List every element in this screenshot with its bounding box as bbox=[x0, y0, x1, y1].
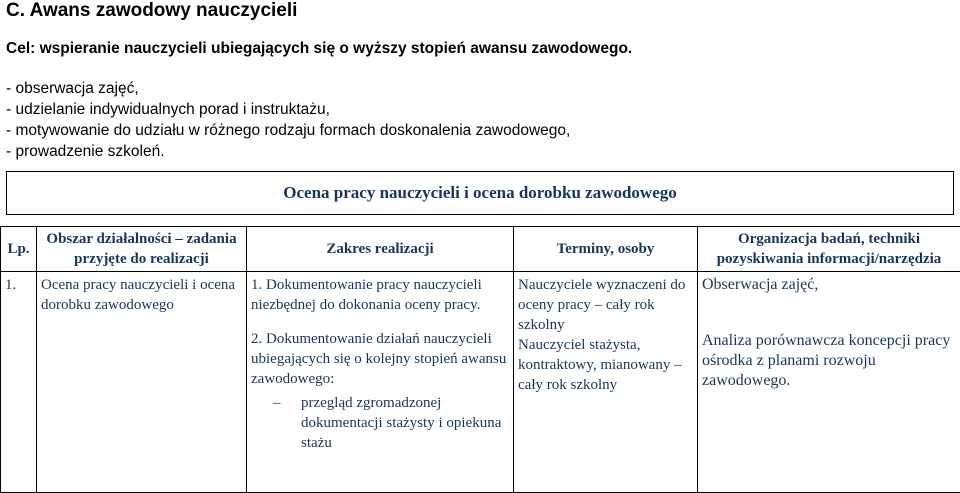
list-item: - prowadzenie szkoleń. bbox=[6, 141, 570, 162]
terms-item-1: Nauczyciele wyznaczeni do oceny pracy – cały rok szkolny bbox=[518, 275, 693, 335]
cell-scope bbox=[247, 272, 514, 493]
header-terms: Terminy, osoby bbox=[514, 227, 698, 272]
table-caption: Ocena pracy nauczycieli i ocena dorobku zawodowego bbox=[283, 183, 677, 203]
scope-subitem-text: przegląd zgromadzonej dokumentacji stażysty i opiekuna stażu bbox=[301, 395, 501, 451]
org-item-2: Analiza porównawcza koncepcji pracy ośrodka z planami rozwoju zawodowego. bbox=[702, 331, 956, 391]
scope-item-1: 1. Dokumentowanie pracy nauczycieli niezbędnej do dokonania oceny pracy. bbox=[251, 275, 509, 315]
terms-item-2: Nauczyciel stażysta, kontraktowy, mianowany – cały rok szkolny bbox=[518, 335, 693, 395]
org-item-1: Obserwacja zajęć, bbox=[702, 275, 956, 295]
cell-org bbox=[698, 272, 960, 493]
table-header-row bbox=[1, 227, 960, 272]
table-row bbox=[1, 272, 960, 493]
list-item: - motywowanie do udziału w różnego rodzaju formach doskonalenia zawodowego, bbox=[6, 120, 570, 141]
activity-list bbox=[6, 78, 570, 162]
cell-area: Ocena pracy nauczycieli i ocena dorobku zawodowego bbox=[37, 272, 247, 493]
cell-terms bbox=[514, 272, 698, 493]
header-area: Obszar działalności – zadania przyjęte do realizacji bbox=[37, 227, 247, 272]
list-item: - obserwacja zajęć, bbox=[6, 78, 570, 99]
header-lp: Lp. bbox=[1, 227, 37, 272]
dash-bullet: – bbox=[273, 393, 281, 413]
header-scope: Zakres realizacji bbox=[247, 227, 514, 272]
cell-lp: 1. bbox=[1, 272, 37, 493]
evaluation-table bbox=[0, 226, 960, 493]
section-heading: C. Awans zawodowy nauczycieli bbox=[6, 0, 297, 22]
scope-subitem bbox=[251, 393, 509, 453]
table-caption-box bbox=[6, 171, 954, 215]
scope-item-2: 2. Dokumentowanie działań nauczycieli ubiegających się o kolejny stopień awansu zawodowego: bbox=[251, 329, 509, 389]
list-item: - udzielanie indywidualnych porad i instruktażu, bbox=[6, 99, 570, 120]
goal-text: Cel: wspieranie nauczycieli ubiegających się o wyższy stopień awansu zawodowego. bbox=[6, 40, 632, 58]
header-org: Organizacja badań, techniki pozyskiwania informacji/narzędzia bbox=[698, 227, 960, 272]
